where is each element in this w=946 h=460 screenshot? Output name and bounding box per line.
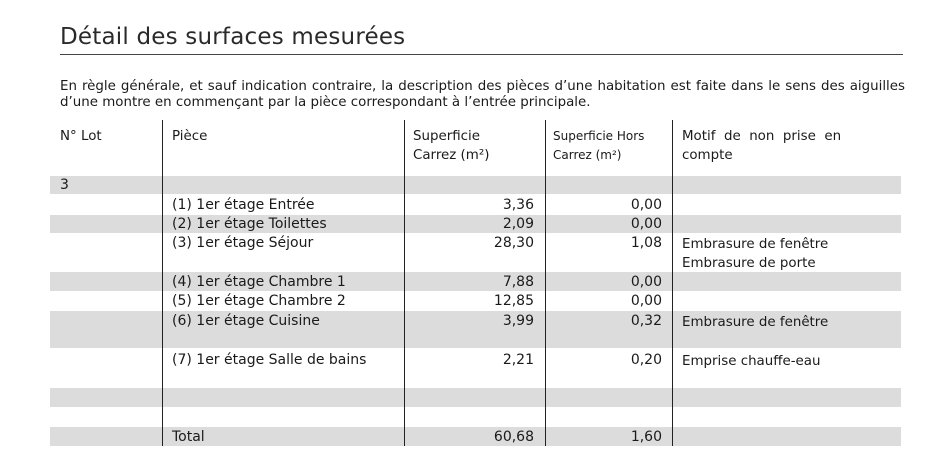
- row-6-hors: 0,32: [630, 313, 662, 329]
- header-motif: Motif de non prise en compte: [682, 129, 842, 163]
- row-3-piece: (3) 1er étage Séjour: [172, 235, 314, 251]
- row-7-motif: Emprise chauffe-eau: [682, 354, 821, 369]
- row-1-piece: (1) 1er étage Entrée: [172, 197, 315, 213]
- lot-number: 3: [60, 177, 69, 193]
- row-5-piece: (5) 1er étage Chambre 2: [172, 293, 346, 309]
- row-3-hors: 1,08: [630, 235, 662, 251]
- lot-band: [50, 176, 901, 194]
- row-6-surface: 3,99: [502, 313, 534, 329]
- intro-paragraph: En règle générale, et sauf indication contraire, la description des pièces d’une habitation est faite dans le sens des aiguilles d’une montre en commençant par la pièce correspondant à l’entrée principale.: [60, 79, 905, 110]
- row-3-motif-2: Embrasure de porte: [682, 256, 816, 271]
- row-4-surface: 7,88: [502, 274, 534, 290]
- title-divider: [60, 54, 903, 55]
- col-divider-3: [545, 120, 546, 446]
- row-7-piece: (7) 1er étage Salle de bains: [172, 352, 367, 368]
- header-lot: N° Lot: [60, 129, 102, 144]
- row-6-motif: Embrasure de fenêtre: [682, 315, 829, 330]
- row-3-surface: 28,30: [493, 235, 534, 251]
- col-divider-2: [404, 120, 405, 446]
- row-4-hors: 0,00: [630, 274, 662, 290]
- row-2-surface: 2,09: [502, 216, 534, 232]
- header-piece: Pièce: [172, 129, 208, 144]
- page-title: Détail des surfaces mesurées: [60, 24, 406, 50]
- col-divider-1: [162, 120, 163, 446]
- row-1-surface: 3,36: [502, 197, 534, 213]
- row-5-surface: 12,85: [493, 293, 534, 309]
- header-superficie: Superficie Carrez (m²): [413, 129, 490, 163]
- row-4-piece: (4) 1er étage Chambre 1: [172, 274, 346, 290]
- row-2-piece: (2) 1er étage Toilettes: [172, 216, 327, 232]
- row-5-hors: 0,00: [630, 293, 662, 309]
- row-2-hors: 0,00: [630, 216, 662, 232]
- empty-band: [50, 388, 901, 407]
- total-surface: 60,68: [493, 429, 534, 445]
- row-7-surface: 2,21: [502, 352, 534, 368]
- row-3-motif: Embrasure de fenêtre: [682, 237, 829, 252]
- total-hors: 1,60: [630, 429, 662, 445]
- row-1-hors: 0,00: [630, 197, 662, 213]
- row-7-hors: 0,20: [630, 352, 662, 368]
- col-divider-4: [672, 120, 673, 446]
- header-hors: Superficie Hors Carrez (m²): [553, 129, 645, 162]
- total-label: Total: [172, 429, 205, 445]
- row-6-piece: (6) 1er étage Cuisine: [172, 313, 320, 329]
